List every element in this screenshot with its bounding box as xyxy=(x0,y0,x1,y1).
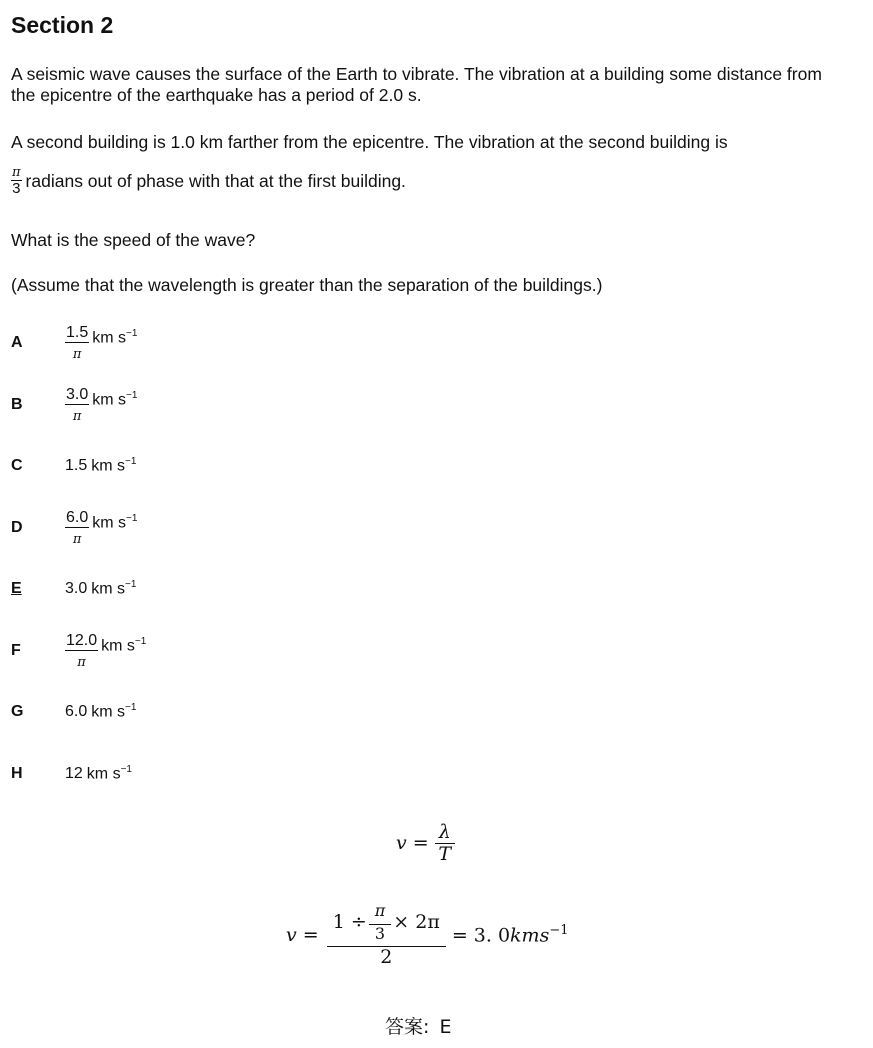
phase-fraction-numerator: π xyxy=(12,165,21,180)
eq2-inner-fraction xyxy=(369,902,392,942)
option-letter: A xyxy=(11,334,23,351)
option-letter: D xyxy=(11,519,23,536)
option-h[interactable] xyxy=(11,749,132,799)
option-denominator: π xyxy=(72,346,82,362)
option-unit xyxy=(101,636,146,655)
option-value: 3.0 xyxy=(65,580,88,597)
option-a[interactable] xyxy=(11,318,137,368)
eq1-lhs: v = xyxy=(396,832,429,855)
option-unit xyxy=(91,579,136,598)
option-g[interactable] xyxy=(11,687,136,737)
option-unit-exponent: −1 xyxy=(126,328,138,340)
solution-equation-2 xyxy=(286,902,569,968)
eq2-rhs xyxy=(452,923,569,946)
option-letter: G xyxy=(11,703,24,720)
eq2-rhs-value: = 3. 0 xyxy=(451,924,511,947)
phase-fraction-denominator: 3 xyxy=(12,180,21,198)
answer-value: E xyxy=(439,1016,452,1038)
option-e[interactable] xyxy=(11,564,136,614)
option-unit-base: km s xyxy=(91,580,126,598)
eq2-numerator-post: × 2π xyxy=(393,910,440,933)
option-unit-base: km s xyxy=(101,637,135,655)
option-d[interactable] xyxy=(11,503,137,553)
option-denominator: π xyxy=(77,654,86,670)
option-unit xyxy=(92,328,137,347)
section-title: Section 2 xyxy=(11,12,114,38)
option-fraction xyxy=(65,509,89,547)
option-unit xyxy=(91,702,136,721)
option-letter: C xyxy=(11,457,23,474)
phase-text: radians out of phase with that at the first building. xyxy=(25,171,406,192)
option-unit-exponent: −1 xyxy=(120,764,132,776)
option-unit-base: km s xyxy=(86,765,121,783)
question-paragraph-1: A seismic wave causes the surface of the Earth to vibrate. The vibration at a building some distance from the epicentre of the earthquake has a period of 2.0 s. xyxy=(11,64,822,105)
option-numerator: 3.0 xyxy=(66,386,89,404)
option-unit-exponent: −1 xyxy=(126,390,138,402)
solution-equation-1 xyxy=(396,822,455,865)
option-unit-base: km s xyxy=(91,457,126,475)
option-unit-exponent: −1 xyxy=(134,636,147,648)
option-letter: B xyxy=(11,396,23,413)
option-unit-exponent: −1 xyxy=(125,456,137,468)
question-prompt: What is the speed of the wave? xyxy=(11,230,256,250)
eq1-fraction xyxy=(435,822,455,865)
option-unit xyxy=(91,456,136,475)
option-unit xyxy=(92,390,137,409)
option-unit-base: km s xyxy=(92,329,127,347)
option-b[interactable] xyxy=(11,380,137,430)
option-fraction xyxy=(65,324,89,362)
option-numerator: 1.5 xyxy=(66,324,89,342)
eq2-fraction xyxy=(327,902,446,968)
eq1-denominator: T xyxy=(438,842,452,865)
option-unit xyxy=(87,764,132,783)
option-fraction xyxy=(65,386,89,424)
eq2-rhs-exponent: −1 xyxy=(549,923,569,939)
option-unit-base: km s xyxy=(92,391,127,409)
option-f[interactable] xyxy=(11,626,146,676)
eq2-numerator xyxy=(327,902,446,947)
option-numerator: 6.0 xyxy=(66,509,89,527)
option-unit-exponent: −1 xyxy=(126,513,138,525)
eq2-lhs: v = xyxy=(286,924,319,947)
option-numerator: 12.0 xyxy=(66,632,98,650)
option-unit-exponent: −1 xyxy=(125,702,137,714)
option-c[interactable] xyxy=(11,441,136,491)
eq2-numerator-pre: 1 ÷ xyxy=(332,910,367,933)
eq2-denominator: 2 xyxy=(380,946,393,969)
option-unit-base: km s xyxy=(91,703,126,721)
question-assumption: (Assume that the wavelength is greater than the separation of the buildings.) xyxy=(11,275,603,295)
option-letter: H xyxy=(11,765,23,782)
option-unit xyxy=(92,513,137,532)
option-fraction xyxy=(65,632,98,670)
question-paragraph-2-continued xyxy=(11,166,406,198)
option-unit-exponent: −1 xyxy=(125,579,137,591)
eq2-inner-numerator: π xyxy=(369,902,392,925)
option-value: 12 xyxy=(65,765,83,782)
option-denominator: π xyxy=(72,531,82,547)
option-unit-base: km s xyxy=(92,514,127,532)
option-value: 1.5 xyxy=(65,457,88,474)
eq2-rhs-unit: kms xyxy=(510,924,550,947)
eq2-inner-denominator: 3 xyxy=(374,923,386,943)
option-value: 6.0 xyxy=(65,703,88,720)
question-paragraph-2: A second building is 1.0 km farther from the epicentre. The vibration at the second building is xyxy=(11,132,728,152)
answer-line xyxy=(385,1012,451,1039)
eq1-numerator: λ xyxy=(435,822,455,844)
option-denominator: π xyxy=(72,408,82,424)
phase-fraction xyxy=(11,166,22,198)
option-letter: F xyxy=(11,642,21,659)
answer-label: 答案: xyxy=(385,1016,430,1038)
option-letter: E xyxy=(11,580,22,597)
